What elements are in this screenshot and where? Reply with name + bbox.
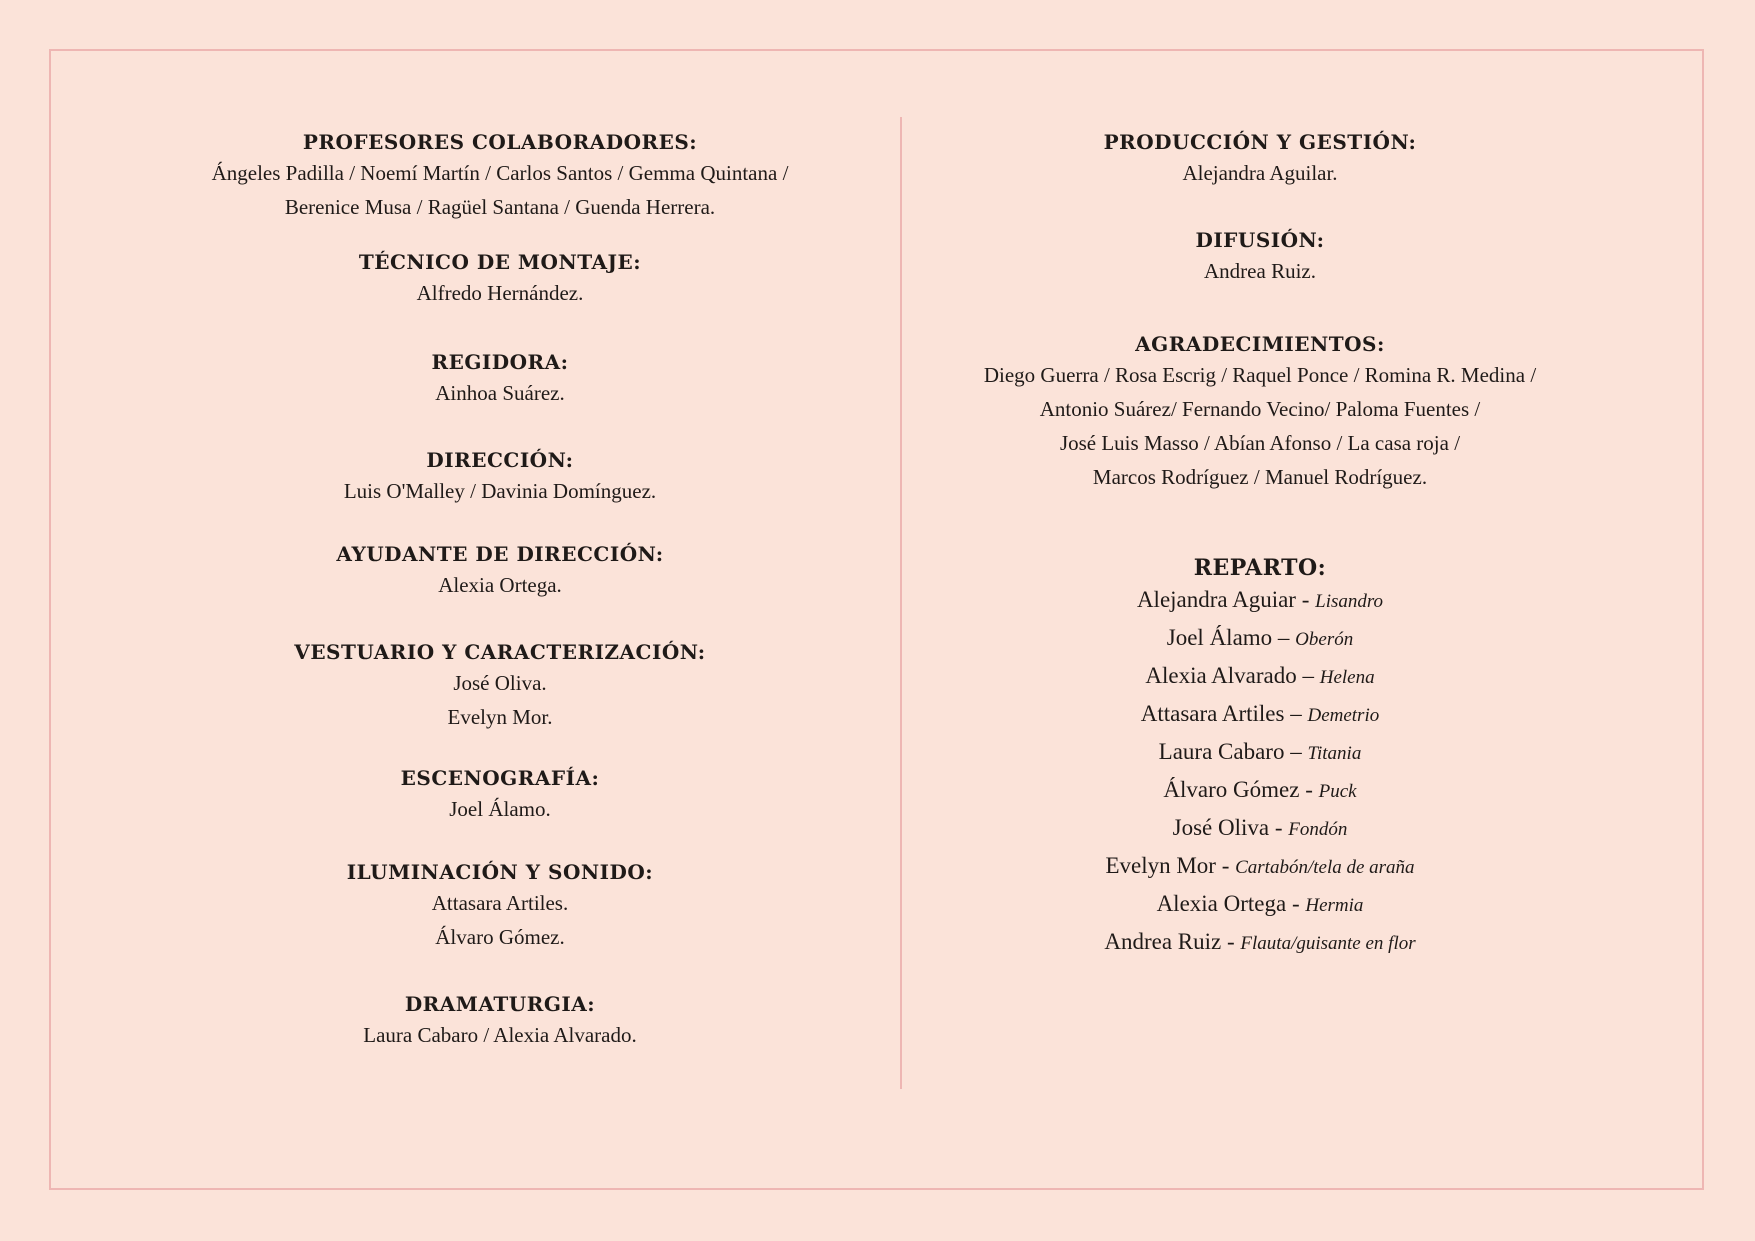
heading-vestuario: VESTUARIO Y CARACTERIZACIÓN: bbox=[294, 640, 706, 664]
agradecimientos-line-4: Marcos Rodríguez / Manuel Rodríguez. bbox=[1092, 465, 1428, 489]
cast-role: Fondón bbox=[1288, 819, 1348, 840]
section-profesores bbox=[150, 128, 850, 224]
vestuario-line-1: José Oliva. bbox=[453, 671, 547, 695]
cast-role: Oberón bbox=[1295, 629, 1354, 650]
vestuario-line-2: Evelyn Mor. bbox=[447, 705, 553, 729]
cast-role: Puck bbox=[1318, 781, 1357, 802]
heading-tecnico: TÉCNICO DE MONTAJE: bbox=[358, 250, 642, 274]
cast-actor: Alexia Ortega - bbox=[1156, 891, 1300, 916]
regidora-line-1: Ainhoa Suárez. bbox=[435, 381, 565, 405]
tecnico-line-1: Alfredo Hernández. bbox=[416, 281, 584, 305]
heading-escenografia: ESCENOGRAFÍA: bbox=[400, 766, 600, 790]
section-escenografia bbox=[150, 764, 850, 826]
heading-difusion: DIFUSIÓN: bbox=[1195, 228, 1325, 252]
iluminacion-line-2: Álvaro Gómez. bbox=[435, 925, 565, 949]
cast-role: Titania bbox=[1307, 743, 1362, 764]
cast-role: Flauta/guisante en flor bbox=[1240, 933, 1416, 954]
cast-role: Demetrio bbox=[1307, 705, 1380, 726]
cast-item bbox=[960, 772, 1560, 810]
cast-item bbox=[960, 848, 1560, 886]
section-reparto bbox=[960, 554, 1560, 962]
cast-role: Cartabón/tela de araña bbox=[1235, 857, 1415, 878]
cast-item bbox=[960, 658, 1560, 696]
heading-ayudante: AYUDANTE DE DIRECCIÓN: bbox=[336, 542, 664, 566]
cast-actor: Joel Álamo – bbox=[1166, 625, 1290, 650]
agradecimientos-line-3: José Luis Masso / Abían Afonso / La casa roja / bbox=[1059, 431, 1461, 455]
heading-profesores: PROFESORES COLABORADORES: bbox=[302, 130, 698, 154]
dramaturgia-line-1: Laura Cabaro / Alexia Alvarado. bbox=[363, 1023, 637, 1047]
profesores-line-2: Berenice Musa / Ragüel Santana / Guenda Herrera. bbox=[284, 195, 716, 219]
section-direccion bbox=[150, 446, 850, 508]
heading-iluminacion: ILUMINACIÓN Y SONIDO: bbox=[346, 860, 654, 884]
heading-direccion: DIRECCIÓN: bbox=[426, 448, 574, 472]
produccion-line-1: Alejandra Aguilar. bbox=[1182, 161, 1338, 185]
direccion-line-1: Luis O'Malley / Davinia Domínguez. bbox=[343, 479, 657, 503]
heading-produccion: PRODUCCIÓN Y GESTIÓN: bbox=[1103, 130, 1417, 154]
cast-role: Helena bbox=[1319, 667, 1375, 688]
cast-actor: Attasara Artiles – bbox=[1140, 701, 1302, 726]
cast-actor: José Oliva - bbox=[1172, 815, 1283, 840]
section-produccion bbox=[960, 128, 1560, 190]
right-column bbox=[960, 128, 1560, 962]
heading-dramaturgia: DRAMATURGIA: bbox=[404, 992, 596, 1016]
section-tecnico bbox=[150, 248, 850, 310]
section-ayudante bbox=[150, 540, 850, 602]
heading-regidora: REGIDORA: bbox=[431, 350, 569, 374]
iluminacion-line-1: Attasara Artiles. bbox=[431, 891, 569, 915]
section-vestuario bbox=[150, 638, 850, 734]
escenografia-line-1: Joel Álamo. bbox=[449, 797, 551, 821]
column-divider bbox=[900, 117, 902, 1089]
cast-item bbox=[960, 696, 1560, 734]
cast-actor: Alejandra Aguiar - bbox=[1136, 587, 1310, 612]
ayudante-line-1: Alexia Ortega. bbox=[438, 573, 562, 597]
cast-actor: Álvaro Gómez - bbox=[1163, 777, 1313, 802]
left-column bbox=[150, 128, 850, 1052]
cast-actor: Andrea Ruiz - bbox=[1104, 929, 1235, 954]
heading-agradecimientos: AGRADECIMIENTOS: bbox=[1135, 332, 1385, 356]
cast-actor: Evelyn Mor - bbox=[1105, 853, 1230, 878]
section-difusion bbox=[960, 226, 1560, 288]
cast-item bbox=[960, 886, 1560, 924]
cast-item bbox=[960, 810, 1560, 848]
cast-item bbox=[960, 924, 1560, 962]
section-dramaturgia bbox=[150, 990, 850, 1052]
cast-item bbox=[960, 582, 1560, 620]
heading-reparto: REPARTO: bbox=[1193, 555, 1327, 581]
cast-role: Lisandro bbox=[1315, 591, 1384, 612]
cast-actor: Laura Cabaro – bbox=[1158, 739, 1302, 764]
cast-item bbox=[960, 734, 1560, 772]
profesores-line-1: Ángeles Padilla / Noemí Martín / Carlos Santos / Gemma Quintana / bbox=[211, 161, 789, 185]
agradecimientos-line-2: Antonio Suárez/ Fernando Vecino/ Paloma Fuentes / bbox=[1039, 397, 1481, 421]
section-regidora bbox=[150, 348, 850, 410]
cast-actor: Alexia Alvarado – bbox=[1145, 663, 1314, 688]
agradecimientos-line-1: Diego Guerra / Rosa Escrig / Raquel Ponce / Romina R. Medina / bbox=[983, 363, 1537, 387]
cast-item bbox=[960, 620, 1560, 658]
section-agradecimientos bbox=[960, 330, 1560, 494]
difusion-line-1: Andrea Ruiz. bbox=[1204, 259, 1316, 283]
cast-role: Hermia bbox=[1305, 895, 1364, 916]
section-iluminacion bbox=[150, 858, 850, 954]
